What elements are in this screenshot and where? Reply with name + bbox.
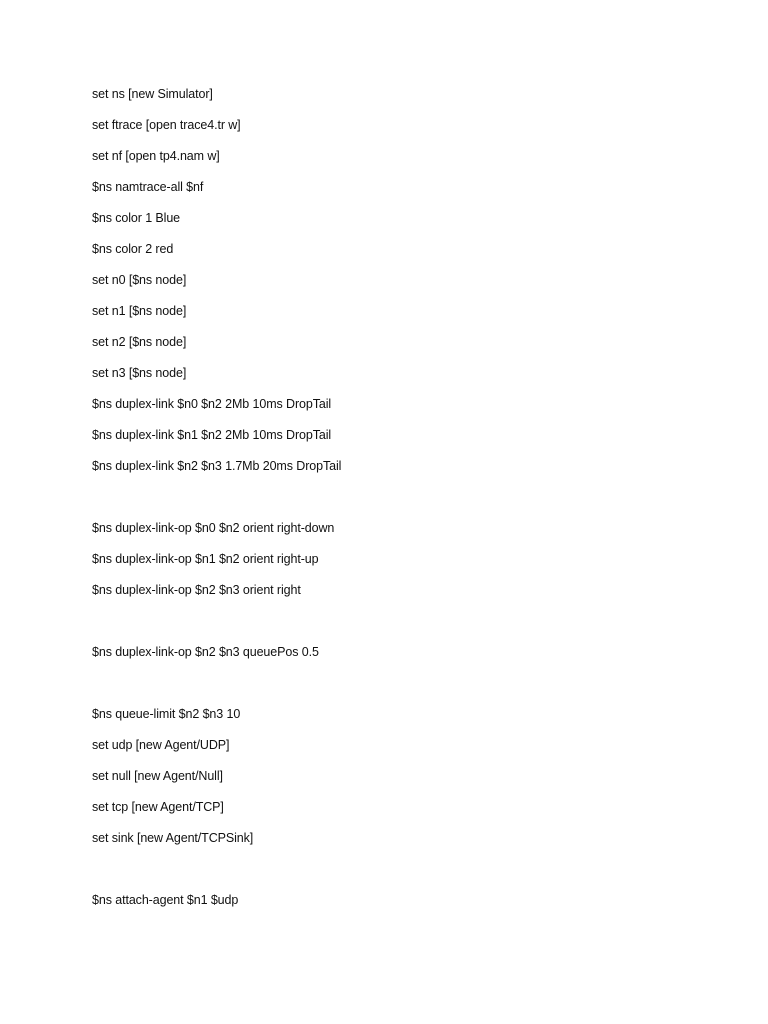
code-line-13: $ns duplex-link $n2 $n3 1.7Mb 20ms DropTail [92,459,342,473]
code-line-5: $ns color 1 Blue [92,211,181,225]
code-line-17: $ns duplex-link-op $n2 $n3 queuePos 0.5 [92,645,319,659]
code-line-20: set null [new Agent/Null] [92,769,223,783]
code-line-4: $ns namtrace-all $nf [92,180,204,194]
code-line-23: $ns attach-agent $n1 $udp [92,893,239,907]
code-line-9: set n2 [$ns node] [92,335,187,349]
code-line-11: $ns duplex-link $n0 $n2 2Mb 10ms DropTail [92,397,332,411]
code-line-6: $ns color 2 red [92,242,174,256]
code-line-22: set sink [new Agent/TCPSink] [92,831,254,845]
code-line-14: $ns duplex-link-op $n0 $n2 orient right-down [92,521,335,535]
code-line-19: set udp [new Agent/UDP] [92,738,230,752]
code-line-18: $ns queue-limit $n2 $n3 10 [92,707,241,721]
code-line-15: $ns duplex-link-op $n1 $n2 orient right-up [92,552,319,566]
code-line-7: set n0 [$ns node] [92,273,187,287]
code-line-8: set n1 [$ns node] [92,304,187,318]
code-line-10: set n3 [$ns node] [92,366,187,380]
code-line-1: set ns [new Simulator] [92,87,213,101]
code-line-21: set tcp [new Agent/TCP] [92,800,224,814]
code-line-12: $ns duplex-link $n1 $n2 2Mb 10ms DropTail [92,428,332,442]
code-line-3: set nf [open tp4.nam w] [92,149,220,163]
code-line-2: set ftrace [open trace4.tr w] [92,118,241,132]
code-line-16: $ns duplex-link-op $n2 $n3 orient right [92,583,301,597]
